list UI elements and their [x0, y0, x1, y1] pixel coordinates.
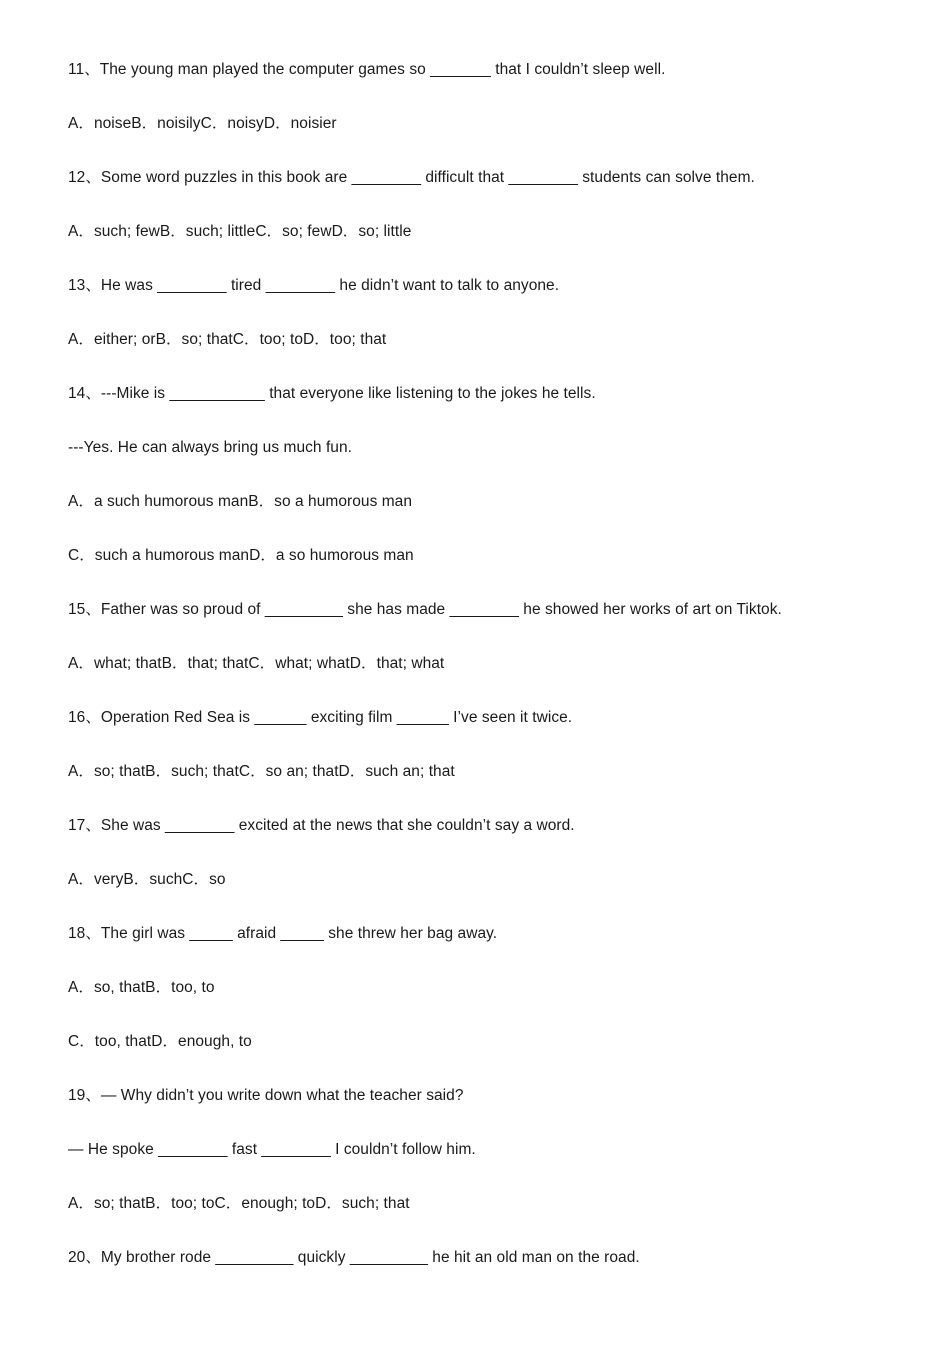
- options-19: A．so; thatB．too; toC．enough; toD．such; that: [68, 1195, 410, 1212]
- question-12: 12、Some word puzzles in this book are ________ difficult that ________ students can solve them.: [68, 169, 755, 186]
- options-18-ab: A．so, thatB．too, to: [68, 979, 215, 996]
- options-13: A．either; orB．so; thatC．too; toD．too; that: [68, 331, 387, 348]
- question-13: 13、He was ________ tired ________ he didn’t want to talk to anyone.: [68, 277, 560, 294]
- question-11: 11、The young man played the computer games so _______ that I couldn’t sleep well.: [68, 61, 666, 78]
- question-19-response: — He spoke ________ fast ________ I couldn’t follow him.: [68, 1141, 476, 1158]
- question-20: 20、My brother rode _________ quickly _________ he hit an old man on the road.: [68, 1249, 640, 1266]
- options-14-ab: A．a such humorous manB．so a humorous man: [68, 493, 413, 510]
- question-17: 17、She was ________ excited at the news that she couldn’t say a word.: [68, 817, 575, 834]
- options-11: A．noiseB．noisilyC．noisyD．noisier: [68, 115, 337, 132]
- question-19: 19、— Why didn’t you write down what the teacher said?: [68, 1087, 464, 1104]
- options-16: A．so; thatB．such; thatC．so an; thatD．such an; that: [68, 763, 455, 780]
- options-18-cd: C．too, thatD．enough, to: [68, 1033, 252, 1050]
- question-14: 14、---Mike is ___________ that everyone like listening to the jokes he tells.: [68, 385, 596, 402]
- document-page: [68, 58, 888, 1300]
- options-12: A．such; fewB．such; littleC．so; fewD．so; little: [68, 223, 412, 240]
- question-16: 16、Operation Red Sea is ______ exciting film ______ I’ve seen it twice.: [68, 709, 573, 726]
- options-17: A．veryB．suchC．so: [68, 871, 226, 888]
- options-14-cd: C．such a humorous manD．a so humorous man: [68, 547, 414, 564]
- question-15: 15、Father was so proud of _________ she has made ________ he showed her works of art on Tiktok.: [68, 601, 782, 618]
- question-14-response: ---Yes. He can always bring us much fun.: [68, 439, 352, 456]
- question-18: 18、The girl was _____ afraid _____ she threw her bag away.: [68, 925, 498, 942]
- options-15: A．what; thatB．that; thatC．what; whatD．that; what: [68, 655, 445, 672]
